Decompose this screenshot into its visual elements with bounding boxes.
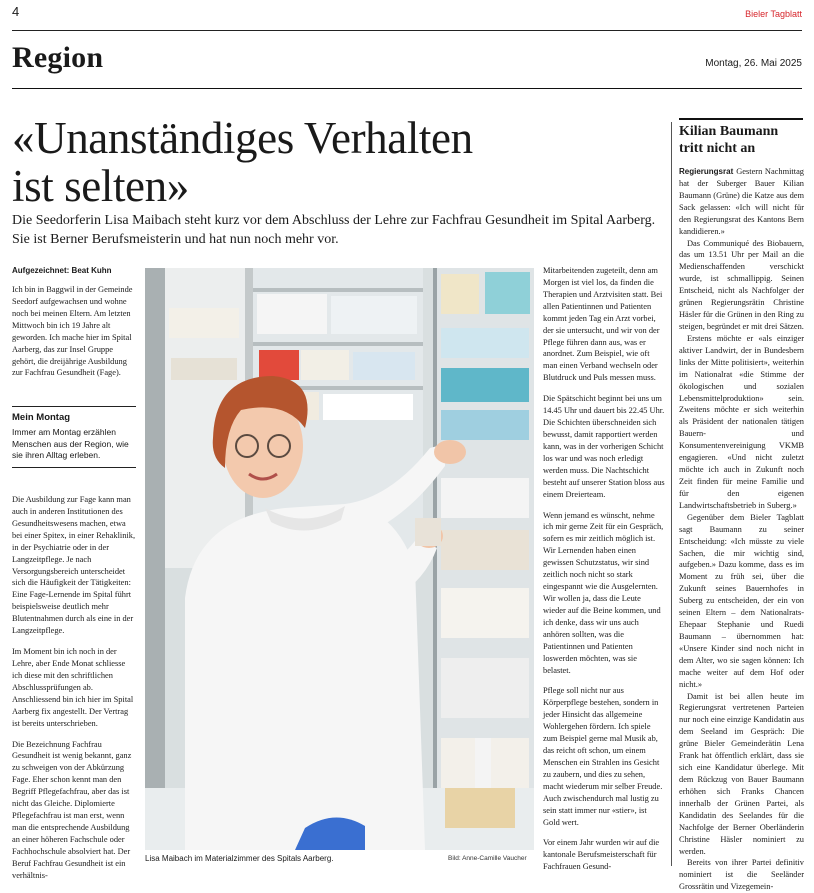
article-headline xyxy=(12,114,652,210)
article-lead: Die Seedorferin Lisa Maibach steht kurz vor dem Abschluss der Lehre zur Fachfrau Gesundheit im Spital Aarberg. Sie ist Berner Berufsmeisterin und hat nun noch mehr vor. xyxy=(12,213,656,248)
sidebar-top-rule xyxy=(679,118,803,120)
infobox-text: Immer am Montag erzählen Menschen aus der Region, wie sie ihren Alltag erleben. xyxy=(12,427,129,461)
infobox-bottom-rule xyxy=(12,467,136,468)
paragraph: Gegenüber dem Bieler Tagblatt sagt Baumann zu seiner Entscheidung: «Ich müsste zu viele Sachen, die mir wichtig sind, aufgeben.» Dazu komme, dass es im Moment zu früh sei, über die Zukunft seines Bauernhofes in Suberg zu entscheiden, der ein von seinen Eltern – dem Nationalrats-Ehepaar Stephanie und Ruedi Baumann – übernommen hat: «Unsere Kinder sind noch nicht in dem Alter, wo sie sagen können: Ich mache weiter auf dem Hof oder nicht.» xyxy=(679,512,804,689)
paragraph: Das Communiqué des Biobauern, das um 13.51 Uhr per Mail an die Medienschaffenden verschickt wurde, ist schmallippig. Seinen Entscheid, nicht als Nachfolger der grünen Regierungsrätin Christine Häsler für die Grünen in den Ring zu steigen, begründet er mit drei Sätzen. xyxy=(679,238,804,331)
paragraph: Die Bezeichnung Fachfrau Gesundheit ist wenig bekannt, ganz zu schweigen von der Abkürzung Fage. Eher schon kennt man den Begriff Pflegefachfrau, aber das ist nicht das Gleiche. Diplomierte Pflegefachfrau ist man erst, wenn man die entsprechende Ausbildung an einer höheren Fachschule oder Fachhochschule absolviert hat. Der Beruf Fachfrau Gesundheit ist ein verhältnis- xyxy=(12,739,132,880)
headline-line-1: «Unanständiges Verhalten xyxy=(12,113,473,163)
infobox-top-rule xyxy=(12,406,136,407)
paragraph: Pflege soll nicht nur aus Körperpflege bestehen, sondern in jeder Hinsicht das allgemeine Wohlergehen fördern. Ich spiele zum Beispiel gerne mal Musik ab, das reicht oft schon, um einem Menschen ein Strahlen ins Gesicht zu zaubern, und dies zu sehen, macht wiederum mir selber Freude. Auch zwischendurch mal lustig zu sein statt immer nur «stier», ist Gold wert. xyxy=(543,686,663,827)
photo-credit: Bild: Anne-Camille Vaucher xyxy=(448,855,527,862)
sidebar-divider xyxy=(671,122,672,866)
issue-date: Montag, 26. Mai 2025 xyxy=(705,58,802,69)
article-column-1-intro xyxy=(12,284,136,388)
newspaper-name: Bieler Tagblatt xyxy=(745,9,802,19)
headline-line-2: ist selten» xyxy=(12,161,189,212)
top-rule xyxy=(12,30,802,31)
article-column-3 xyxy=(543,265,665,872)
page-number: 4 xyxy=(12,4,20,19)
paragraph: Die Spätschicht beginnt bei uns um 14.45 Uhr und dauert bis 22.45 Uhr. Die Schichten überschneiden sich bewusst, damit rapportiert werden kann, was in der vorherigen Schicht los war und was noch erledigt werden muss. Die Nachtschicht besteht auf unserer Station bloss aus einem Dreierteam. xyxy=(543,394,665,499)
paragraph: Im Moment bin ich noch in der Lehre, aber Ende Monat schliesse ich diese mit den schriftlichen Abschlussprüfungen ab. Anschliessend bin ich hier im Spital Aarberg fix angestellt. Der Vertrag ist bereits unterschrieben. xyxy=(12,647,134,728)
sidebar-kicker: Regierungsrat xyxy=(679,167,734,176)
paragraph-text: Gestern Nachmittag hat der Suberger Bauer Kilian Baumann (Grüne) die Katze aus dem Sack gelassen: «Ich will nicht für den Regierungsrat des Kantons Bern kandidieren.» xyxy=(679,167,804,236)
section-title: Region xyxy=(12,41,104,74)
photo-illustration xyxy=(145,268,534,850)
paragraph: Die Ausbildung zur Fage kann man auch in anderen Institutionen des Gesundheitswesens machen, etwa bei einer Spitex, in einer Rehaklinik, in der Psychiatrie oder in der Langzeitpflege. Je nach Versorgungsbereich unterscheidet sich die Häufigkeit der Tätigkeiten: Eine Fage-Lernende im Spital führt beispielsweise deutlich mehr Blutentnahmen durch als eine in der Langzeitpflege. xyxy=(12,495,136,636)
intro-paragraph: Ich bin in Baggwil in der Gemeinde Seedorf aufgewachsen und wohne noch bei meinen Eltern. Am letzten Mittwoch bin ich 19 Jahre alt geworden. Ich mache hier im Spital Aarberg, das zur Insel Gruppe gehört, die dreijährige Ausbildung zur Fachfrau Gesundheit (Fage). xyxy=(12,285,133,378)
paragraph: Erstens möchte er «als einziger aktiver Landwirt, der in Bundesbern links der Mitte politisiert», weiterhin im Nationalrat «die Stimme der ökologischen und sozialen Lebensmittelproduktion» sein. Zweitens möchte er sich weiterhin als Präsident der nationalen tätigen Bauern- und Konsumentenvereinigung VKMB engagieren. «Und nicht zuletzt möchte ich auch in Zukunft noch Zeit finden für meine Familie und für den eigenen Landwirtschaftsbetrieb in Suberg.» xyxy=(679,333,804,510)
sidebar-column xyxy=(679,166,804,892)
paragraph: Wenn jemand es wünscht, nehme ich mir gerne Zeit für ein Gespräch, sofern es mir zeitlich möglich ist. Wir Lernenden haben einen gewissen Schutzstatus, wir sind zeitlich noch nicht so stark eingespannt wie die Ausgelernten. Wir wollen ja, dass die Leute wieder auf die Beine kommen, und ich denke, dass wir uns auch anhören sollten, was die Patientinnen und Patienten loswerden möchten, was sie belastet. xyxy=(543,510,664,675)
photo-caption: Lisa Maibach im Materialzimmer des Spitals Aarberg. xyxy=(145,854,334,863)
sidebar-headline: Kilian Baumann tritt nicht an xyxy=(679,124,779,156)
paragraph: Damit ist bei allen heute im Regierungsrat vertretenen Parteien nur noch eine einzige Kandidatin aus dem Seeland im Gespräch: Die grüne Bieler Gemeinderätin Lena Frank hat öffentlich erklärt, dass sie sich eine Kandidatur überlege. Mit dem Rückzug von Bauer Baumann erhöhen sich Franks Chancen innerhalb der Grünen Partei, als Kandidatin des Seelandes für die Nachfolge der Berner Oberländerin Christine Häsler nominiert zu werden. xyxy=(679,691,804,856)
paragraph: Vor einem Jahr wurden wir auf die kantonale Berufsmeisterschaft für Fachfrauen Gesund- xyxy=(543,838,660,872)
infobox-title: Mein Montag xyxy=(12,412,71,423)
section-rule xyxy=(12,88,802,89)
sidebar-first-paragraph xyxy=(679,166,804,238)
article-column-1 xyxy=(12,494,136,880)
paragraph: Mitarbeitenden zugeteilt, denn am Morgen ist viel los, da finden die Therapien und Arztvisiten statt. Bei allen Patientinnen und Patienten kommt jeden Tag ein Arzt vorbei, der sie untersucht, und wir von der Pflege führen dann aus, was er anordnet. Zum Beispiel, wie oft man einen Verband wechseln oder Blutdruck und Puls messen muss. xyxy=(543,266,663,383)
article-photo xyxy=(145,268,534,850)
byline: Aufgezeichnet: Beat Kuhn xyxy=(12,266,112,275)
paragraph: Bereits von ihrer Partei definitiv nominiert ist die Seeländer Grossrätin und Vizegemein- xyxy=(679,858,804,892)
